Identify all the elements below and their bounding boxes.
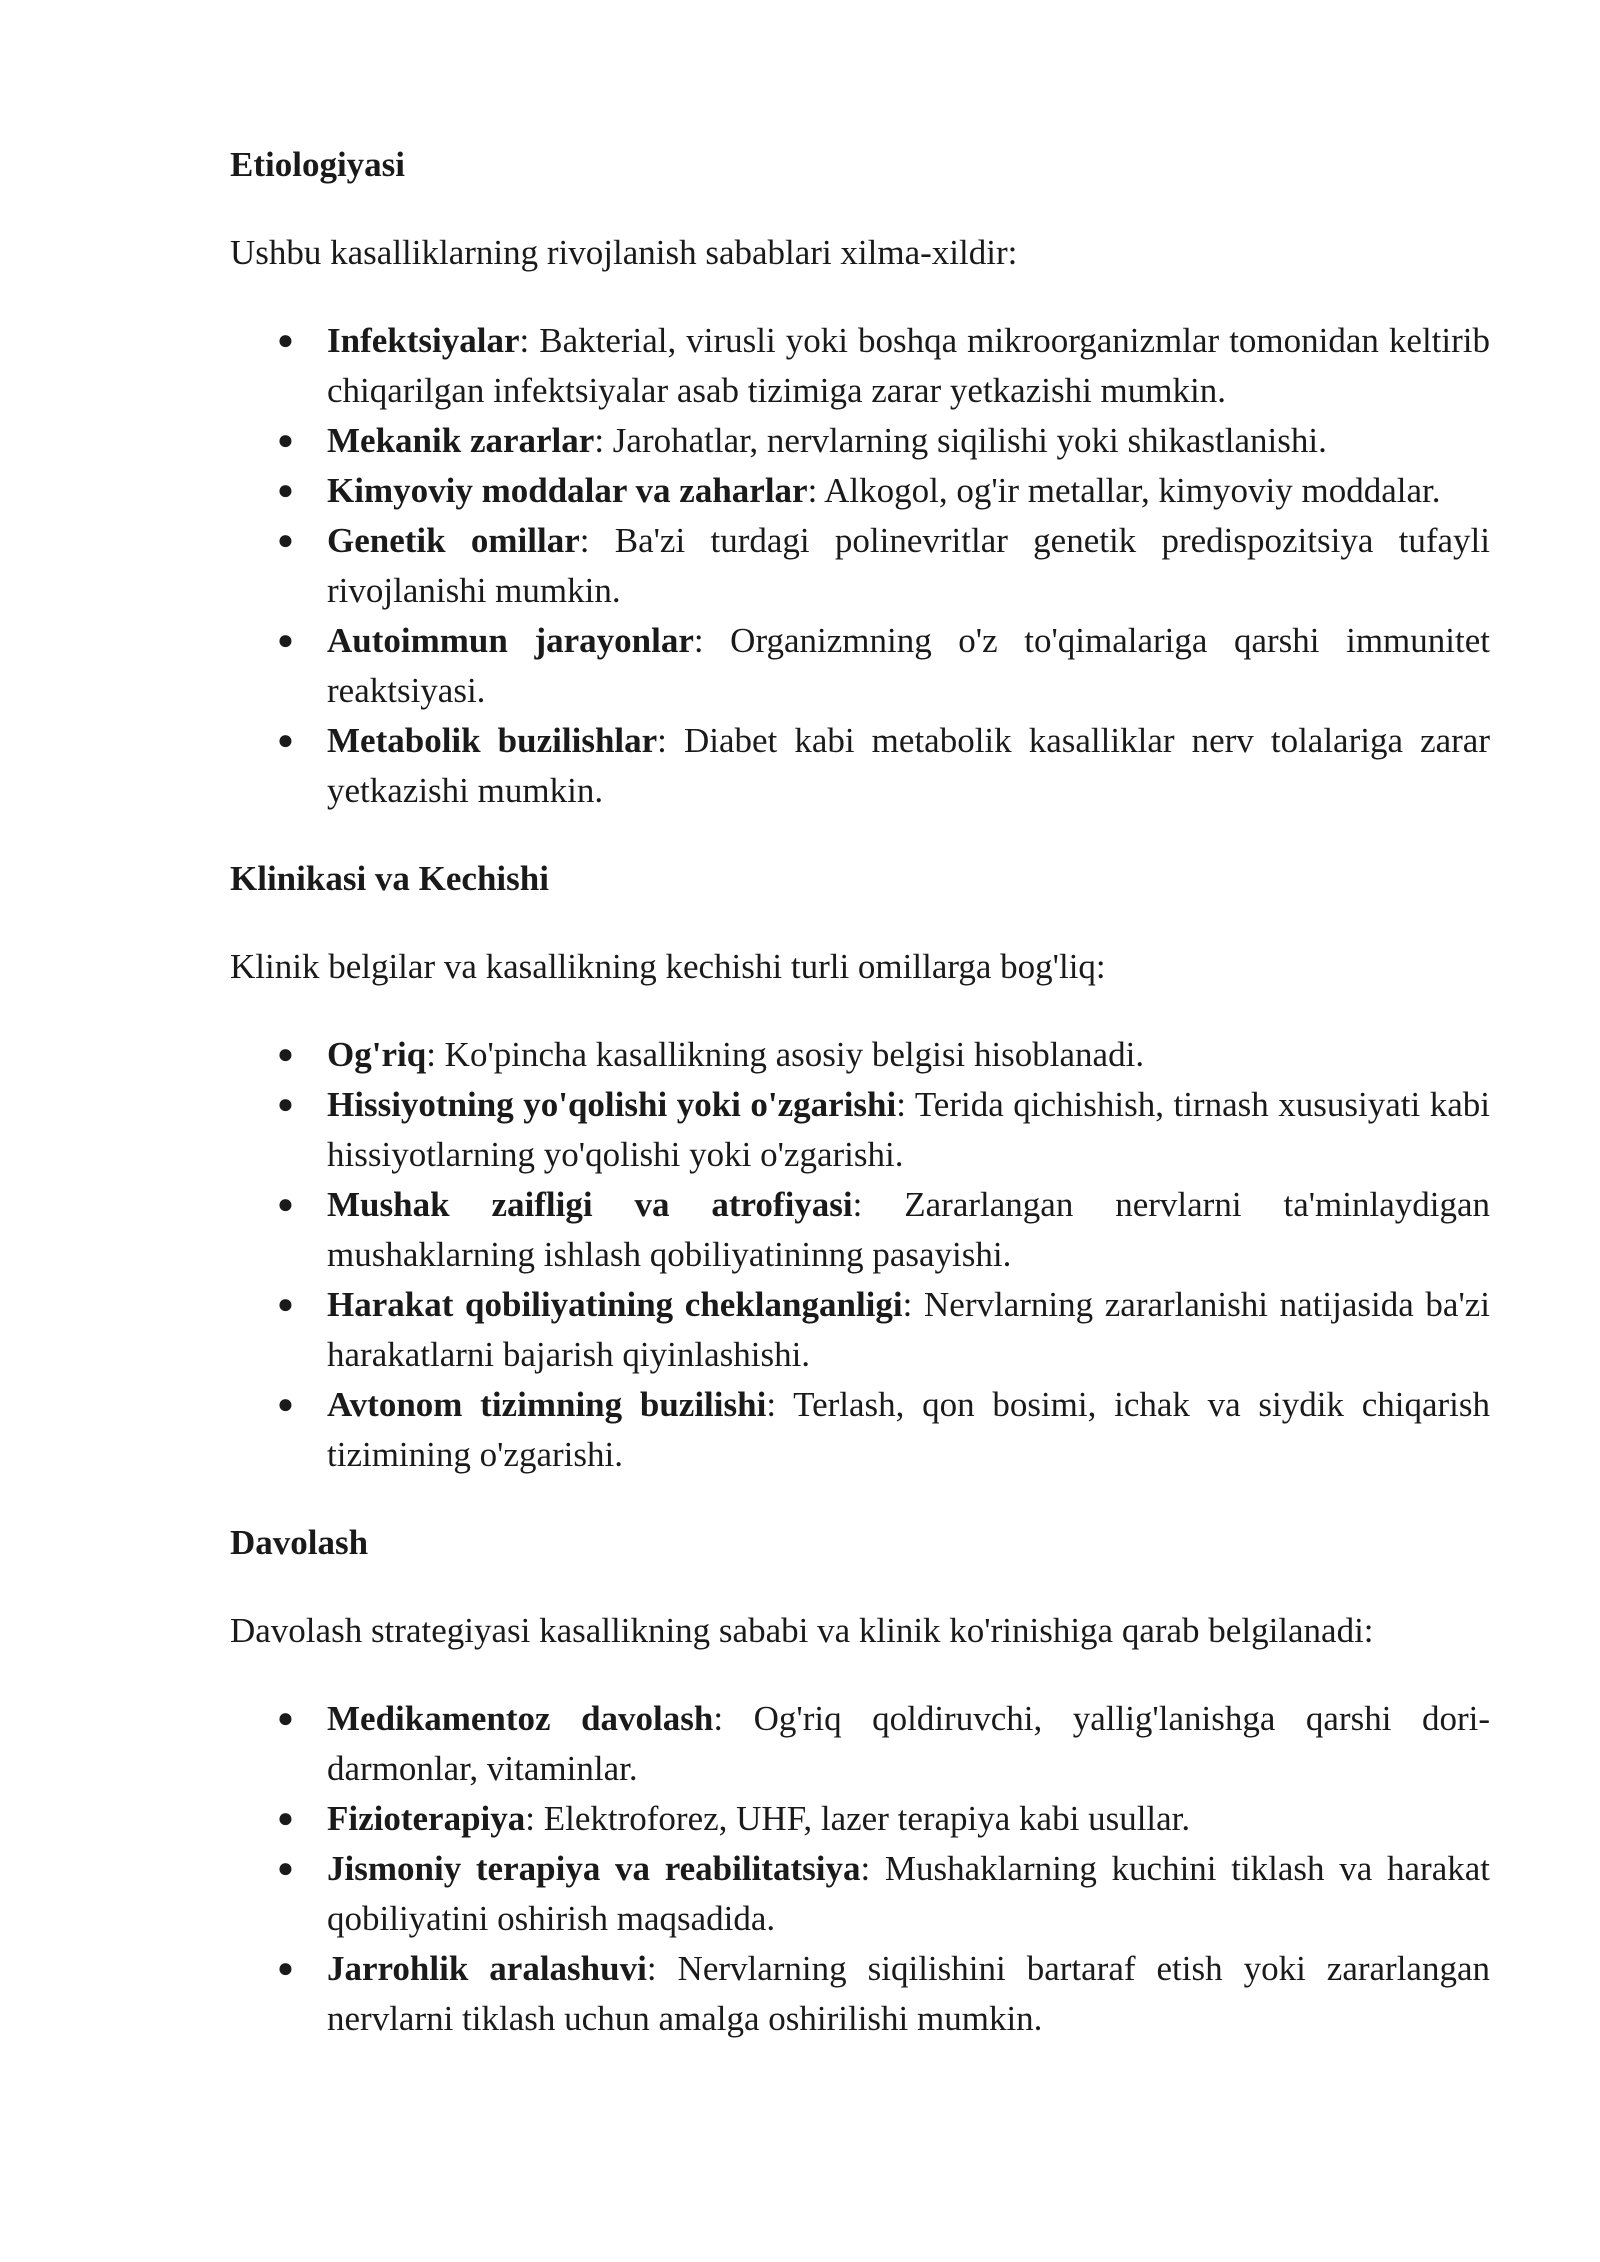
bullet-icon: ● bbox=[277, 525, 294, 556]
item-term: Metabolik buzilishlar bbox=[327, 721, 658, 760]
item-text: : Nervlarning siqilishini bartaraf etish yoki zararlangan nervlarni tiklash uchun amalga oshirilishi mumkin. bbox=[327, 1949, 1490, 2038]
item-text: : Jarohatlar, nervlarning siqilishi yoki shikastlanishi. bbox=[594, 421, 1327, 460]
bullet-icon: ● bbox=[277, 1803, 294, 1834]
item-term: Infektsiyalar bbox=[327, 321, 520, 360]
section-heading: Klinikasi va Kechishi bbox=[230, 859, 549, 898]
list-item bbox=[230, 416, 1490, 466]
bullet-icon: ● bbox=[277, 1389, 294, 1420]
item-text: : Terida qichishish, tirnash xususiyati kabi hissiyotlarning yo'qolishi yoki o'zgarishi. bbox=[327, 1085, 1490, 1174]
list-item bbox=[230, 316, 1490, 416]
list-item bbox=[230, 1944, 1490, 2044]
section-clinical bbox=[230, 854, 1490, 1480]
item-term: Hissiyotning yo'qolishi yoki o'zgarishi bbox=[327, 1085, 897, 1124]
bullet-icon: ● bbox=[277, 475, 294, 506]
section-heading: Etiologiyasi bbox=[230, 145, 406, 184]
bullet-list bbox=[230, 1030, 1490, 1480]
bullet-icon: ● bbox=[277, 1853, 294, 1884]
list-item bbox=[230, 516, 1490, 616]
item-text: : Mushaklarning kuchini tiklash va harakat qobiliyatini oshirish maqsadida. bbox=[327, 1849, 1490, 1938]
item-term: Mekanik zararlar bbox=[327, 421, 595, 460]
item-term: Fizioterapiya bbox=[327, 1799, 526, 1838]
section-intro: Davolash strategiyasi kasallikning sababi va klinik ko'rinishiga qarab belgilanadi: bbox=[230, 1611, 1374, 1650]
section-intro: Klinik belgilar va kasallikning kechishi turli omillarga bog'liq: bbox=[230, 947, 1106, 986]
item-term: Harakat qobiliyatining cheklanganligi bbox=[327, 1285, 903, 1324]
item-text: : Bakterial, virusli yoki boshqa mikroorganizmlar tomonidan keltirib chiqarilgan infektsiyalar asab tizimiga zarar yetkazishi mumkin. bbox=[327, 321, 1490, 410]
bullet-icon: ● bbox=[277, 725, 294, 756]
list-item bbox=[230, 1694, 1490, 1794]
bullet-icon: ● bbox=[277, 425, 294, 456]
item-term: Genetik omillar bbox=[327, 521, 580, 560]
section-treatment bbox=[230, 1518, 1490, 2044]
item-text: : Organizmning o'z to'qimalariga qarshi immunitet reaktsiyasi. bbox=[327, 621, 1490, 710]
list-item bbox=[230, 1280, 1490, 1380]
list-item bbox=[230, 466, 1490, 516]
item-term: Autoimmun jarayonlar bbox=[327, 621, 694, 660]
item-term: Kimyoviy moddalar va zaharlar bbox=[327, 471, 808, 510]
list-item bbox=[230, 1380, 1490, 1480]
bullet-icon: ● bbox=[277, 1089, 294, 1120]
section-etiology bbox=[230, 140, 1490, 816]
item-text: : Terlash, qon bosimi, ichak va siydik chiqarish tizimining o'zgarishi. bbox=[327, 1385, 1490, 1474]
bullet-list bbox=[230, 1694, 1490, 2044]
item-term: Jismoniy terapiya va reabilitatsiya bbox=[327, 1849, 861, 1888]
item-text: : Ba'zi turdagi polinevritlar genetik predispozitsiya tufayli rivojlanishi mumkin. bbox=[327, 521, 1490, 610]
bullet-icon: ● bbox=[277, 1703, 294, 1734]
bullet-icon: ● bbox=[277, 1039, 294, 1070]
item-term: Og'riq bbox=[327, 1035, 427, 1074]
item-text: : Zararlangan nervlarni ta'minlaydigan mushaklarning ishlash qobiliyatininng pasayishi. bbox=[327, 1185, 1490, 1274]
item-text: : Alkogol, og'ir metallar, kimyoviy moddalar. bbox=[807, 471, 1441, 510]
list-item bbox=[230, 1794, 1490, 1844]
bullet-icon: ● bbox=[277, 1953, 294, 1984]
list-item bbox=[230, 1080, 1490, 1180]
bullet-icon: ● bbox=[277, 1289, 294, 1320]
document-page bbox=[230, 140, 1490, 2082]
item-text: : Elektroforez, UHF, lazer terapiya kabi usullar. bbox=[525, 1799, 1191, 1838]
bullet-icon: ● bbox=[277, 325, 294, 356]
list-item bbox=[230, 716, 1490, 816]
item-term: Avtonom tizimning buzilishi bbox=[327, 1385, 767, 1424]
list-item bbox=[230, 616, 1490, 716]
item-term: Mushak zaifligi va atrofiyasi bbox=[327, 1185, 853, 1224]
item-term: Medikamentoz davolash bbox=[327, 1699, 714, 1738]
bullet-icon: ● bbox=[277, 1189, 294, 1220]
item-text: : Diabet kabi metabolik kasalliklar nerv tolalariga zarar yetkazishi mumkin. bbox=[327, 721, 1490, 810]
bullet-icon: ● bbox=[277, 625, 294, 656]
list-item bbox=[230, 1030, 1490, 1080]
item-term: Jarrohlik aralashuvi bbox=[327, 1949, 647, 1988]
bullet-list bbox=[230, 316, 1490, 816]
item-text: : Og'riq qoldiruvchi, yallig'lanishga qarshi dori-darmonlar, vitaminlar. bbox=[327, 1699, 1490, 1788]
list-item bbox=[230, 1844, 1490, 1944]
item-text: : Ko'pincha kasallikning asosiy belgisi hisoblanadi. bbox=[426, 1035, 1145, 1074]
list-item bbox=[230, 1180, 1490, 1280]
section-intro: Ushbu kasalliklarning rivojlanish sabablari xilma-xildir: bbox=[230, 233, 1018, 272]
item-text: : Nervlarning zararlanishi natijasida ba'zi harakatlarni bajarish qiyinlashishi. bbox=[327, 1285, 1491, 1374]
section-heading: Davolash bbox=[230, 1523, 369, 1562]
